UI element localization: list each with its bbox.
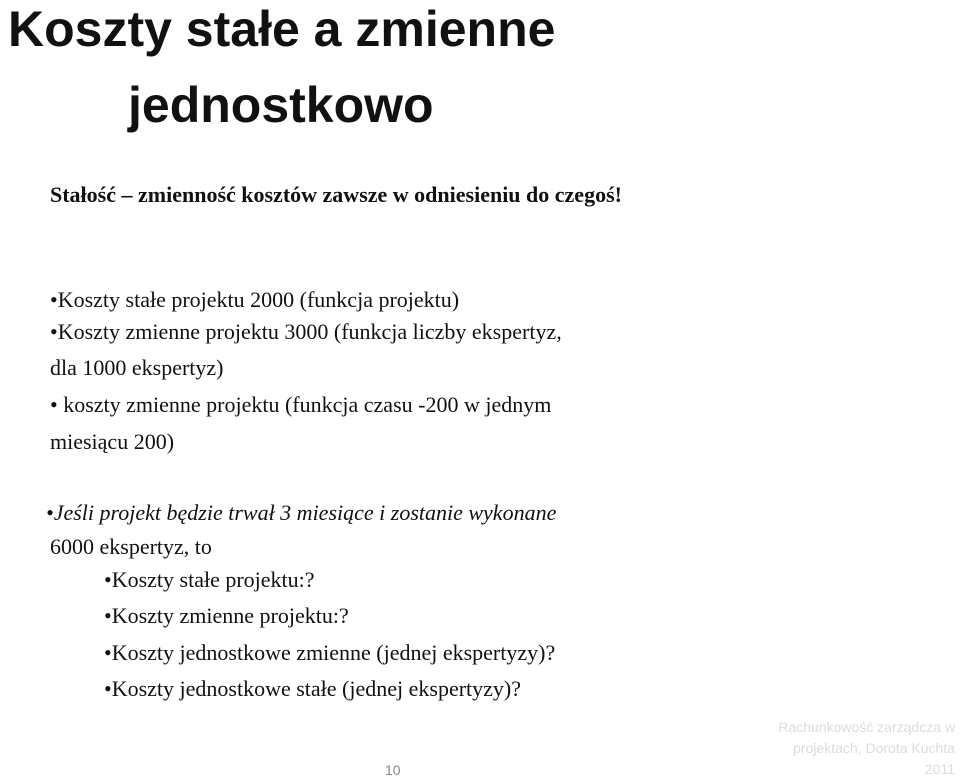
footer-line-2: projektach, Dorota Kuchta	[793, 740, 955, 756]
bullet-scenario: •Jeśli projekt będzie trwał 3 miesiące i zostanie wykonane	[46, 500, 557, 525]
bullet-variable-costs-time-cont: miesiącu 200)	[50, 429, 175, 454]
slide-title-line-2: jednostkowo	[128, 77, 434, 133]
footer-watermark	[725, 717, 955, 780]
question-unit-variable-costs: •Koszty jednostkowe zmienne (jednej ekspertyzy)?	[104, 640, 556, 665]
bullet-scenario-cont: 6000 ekspertyz, to	[50, 534, 212, 559]
bullet-fixed-costs: •Koszty stałe projektu 2000 (funkcja projektu)	[50, 287, 460, 312]
slide-subtitle: Stałość – zmienność kosztów zawsze w odniesieniu do czegoś!	[50, 182, 622, 207]
slide-title-line-1: Koszty stałe a zmienne	[8, 1, 556, 57]
bullet-variable-costs-expertise-cont: dla 1000 ekspertyz)	[50, 355, 224, 380]
page-number: 10	[385, 762, 401, 778]
footer-line-1: Rachunkowość zarządcza w	[778, 719, 955, 735]
question-variable-costs: •Koszty zmienne projektu:?	[104, 603, 349, 628]
question-fixed-costs: •Koszty stałe projektu:?	[104, 567, 315, 592]
bullet-variable-costs-time: • koszty zmienne projektu (funkcja czasu -200 w jednym	[50, 392, 552, 417]
question-unit-fixed-costs: •Koszty jednostkowe stałe (jednej ekspertyzy)?	[104, 676, 522, 701]
footer-line-3: 2011	[924, 761, 955, 777]
bullet-variable-costs-expertise: •Koszty zmienne projektu 3000 (funkcja liczby ekspertyz,	[50, 319, 562, 344]
